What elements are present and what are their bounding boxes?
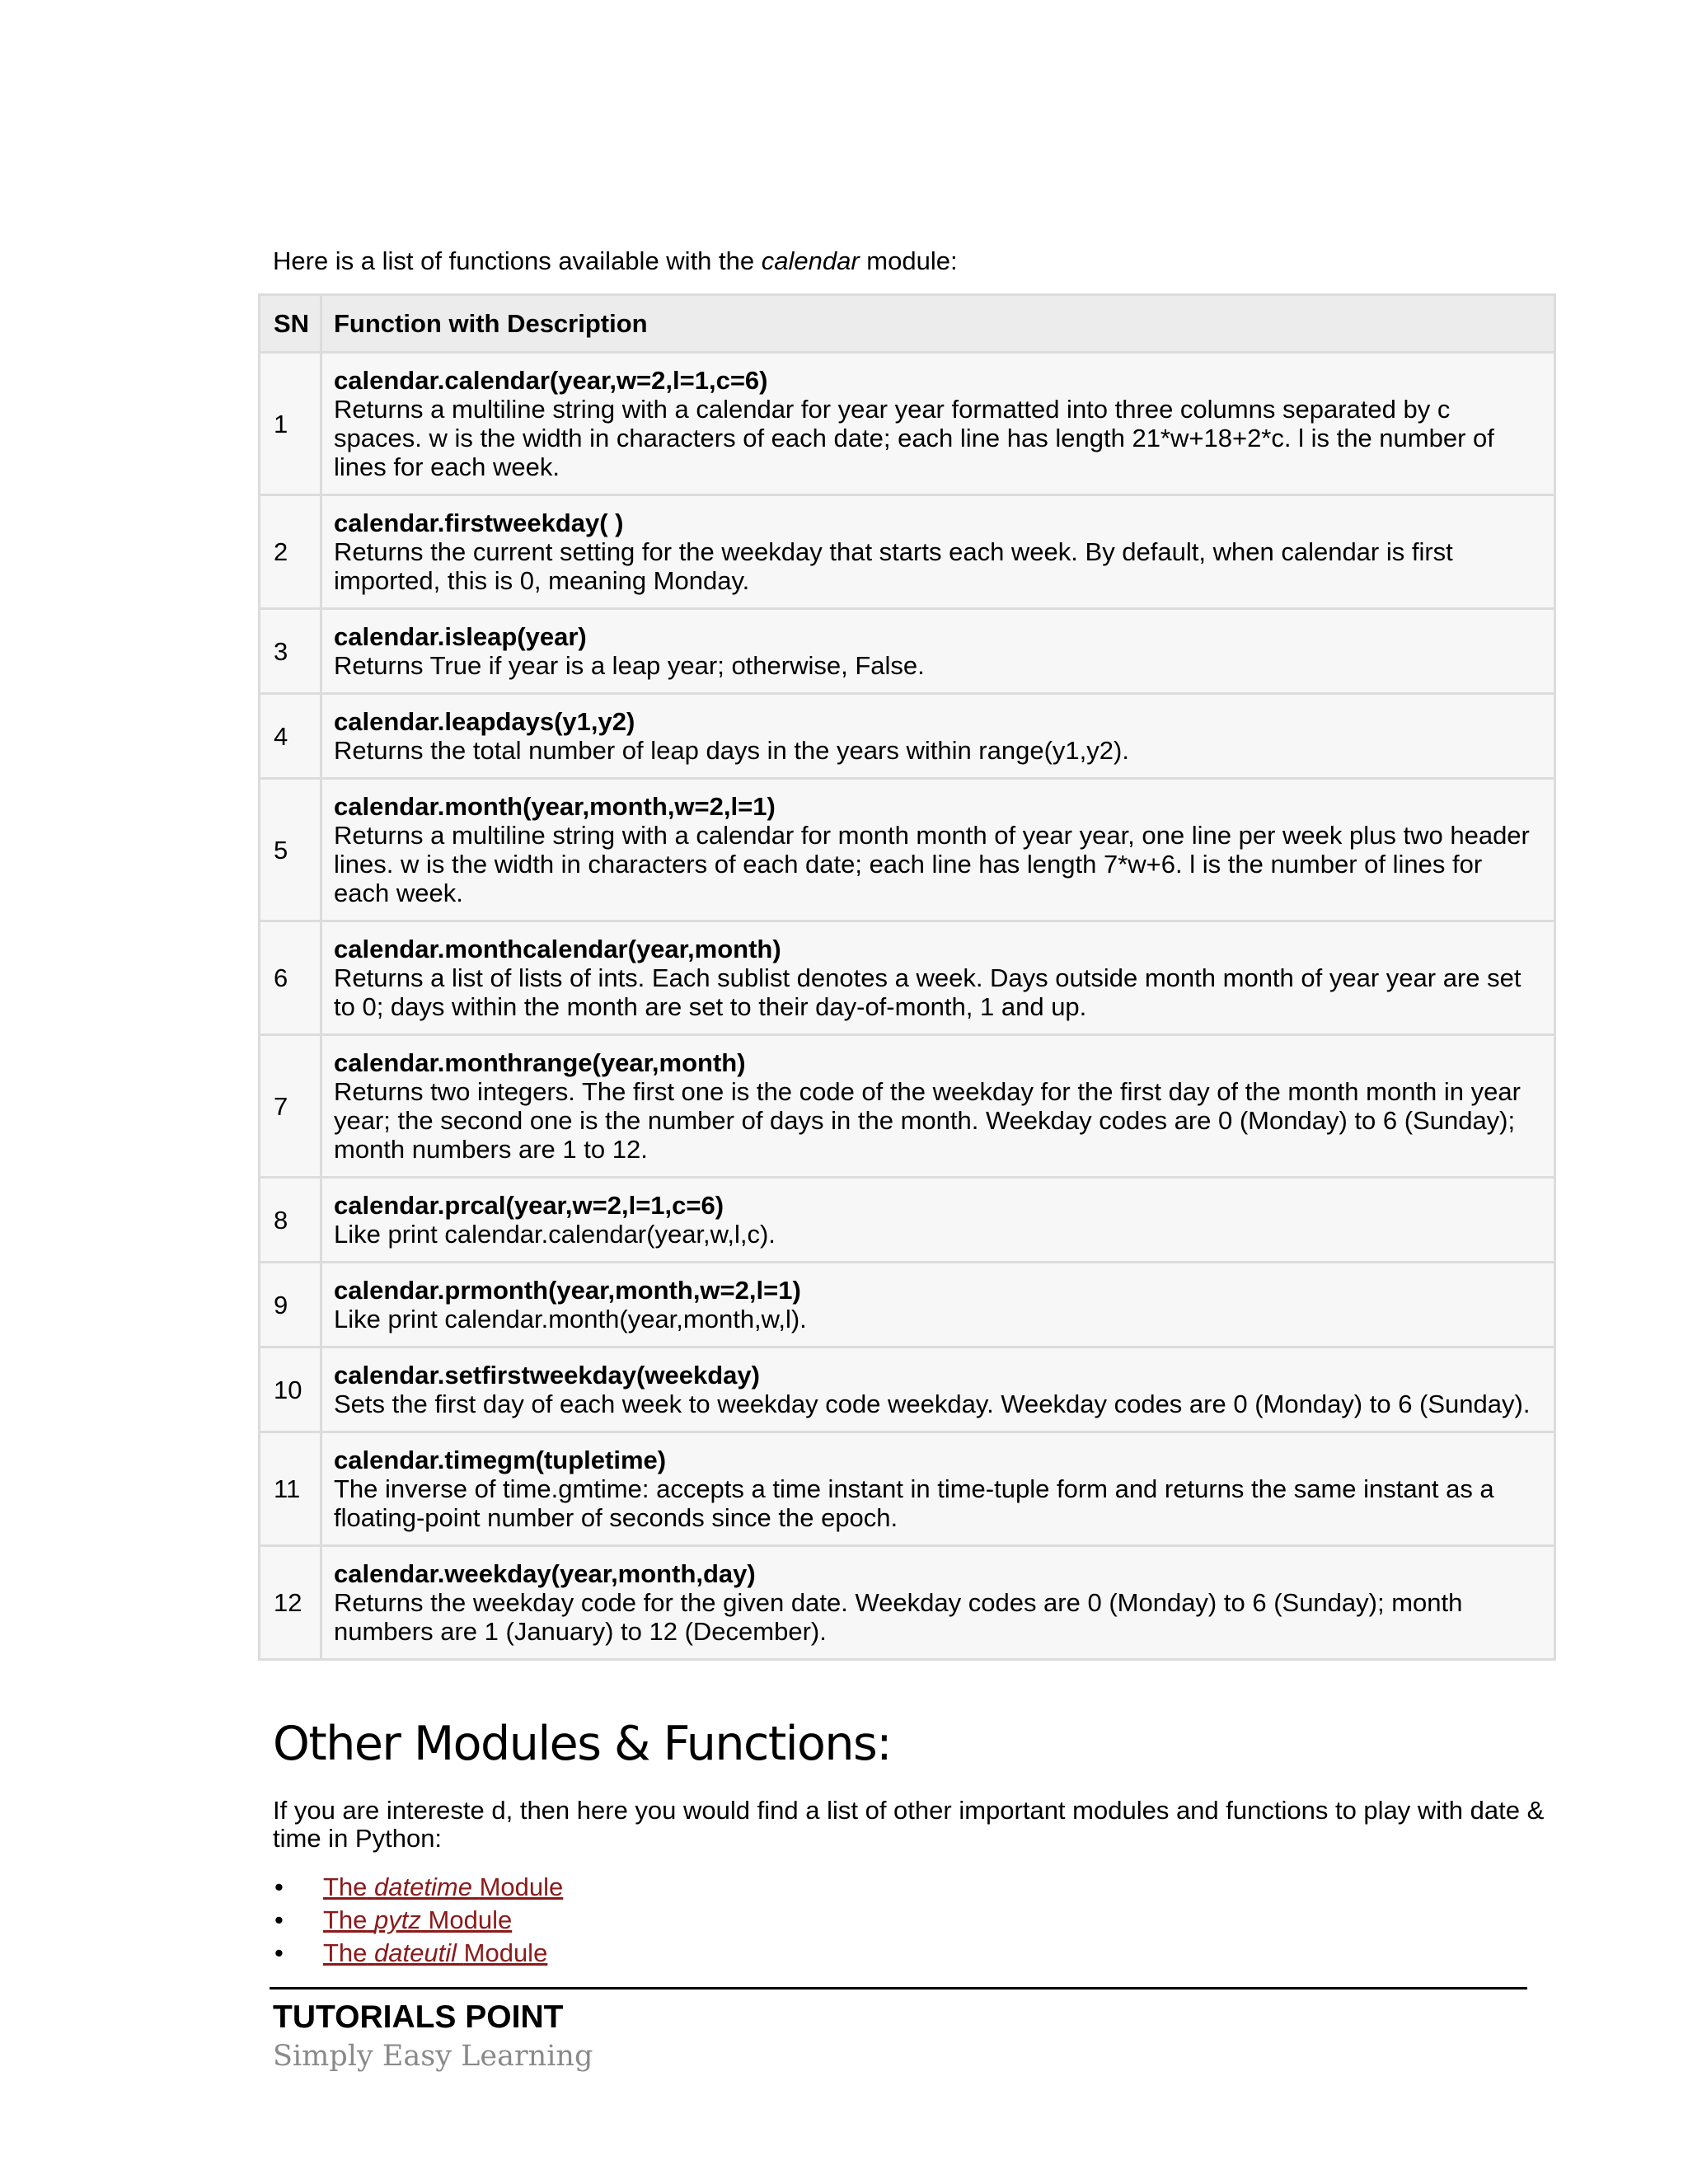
table-row [260, 1432, 1555, 1546]
bullet-icon: • [274, 1938, 284, 1967]
row-function-cell [321, 779, 1555, 921]
intro-text-start: Here is a list of functions available with the [273, 246, 762, 275]
row-sn: 7 [260, 1035, 321, 1178]
module-links-list [273, 1871, 563, 1970]
link-suffix: Module [463, 1938, 548, 1967]
function-description: Returns a multiline string with a calendar for year year formatted into three columns separated by c spaces. w is the width in characters of each date; each line has length 21*w+18+2*c. l is the number of lines for each week. [334, 395, 1494, 481]
header-sn: SN [260, 295, 321, 353]
function-name: calendar.setfirstweekday(weekday) [334, 1361, 760, 1390]
table-row [260, 1178, 1555, 1263]
row-function-cell [321, 921, 1555, 1035]
function-name: calendar.monthcalendar(year,month) [334, 935, 781, 963]
section-paragraph: If you are intereste d, then here you would find a list of other important modules and functions to play with date & time in Python: [273, 1796, 1545, 1853]
bullet-icon: • [274, 1905, 284, 1934]
section-heading: Other Modules & Functions: [273, 1717, 891, 1771]
row-function-cell [321, 1347, 1555, 1432]
intro-text [273, 245, 958, 278]
row-function-cell [321, 1546, 1555, 1660]
function-name: calendar.prmonth(year,month,w=2,l=1) [334, 1276, 801, 1305]
footer-brand: TUTORIALS POINT [273, 1999, 564, 2035]
link-prefix: The [323, 1905, 368, 1934]
function-name: calendar.leapdays(y1,y2) [334, 707, 635, 736]
function-description: Returns the weekday code for the given date. Weekday codes are 0 (Monday) to 6 (Sunday); month numbers are 1 (January) to 12 (December). [334, 1588, 1463, 1646]
function-name: calendar.weekday(year,month,day) [334, 1559, 756, 1588]
link-prefix: The [323, 1872, 368, 1901]
footer-tagline: Simply Easy Learning [273, 2040, 593, 2073]
row-sn: 9 [260, 1263, 321, 1347]
row-sn: 6 [260, 921, 321, 1035]
footer-divider [270, 1987, 1527, 1990]
link-dateutil-module[interactable] [323, 1938, 547, 1967]
row-function-cell [321, 1178, 1555, 1263]
function-description: Like print calendar.calendar(year,w,l,c). [334, 1220, 776, 1249]
intro-text-end: module: [859, 246, 958, 275]
function-description: Sets the first day of each week to weekday code weekday. Weekday codes are 0 (Monday) to 6 (Sunday). [334, 1390, 1531, 1418]
header-function: Function with Description [321, 295, 1555, 353]
functions-table [258, 293, 1556, 1661]
row-sn: 12 [260, 1546, 321, 1660]
function-name: calendar.firstweekday( ) [334, 509, 624, 537]
intro-module-name: calendar [761, 246, 860, 275]
link-suffix: Module [428, 1905, 513, 1934]
link-module-name: pytz [374, 1905, 421, 1934]
function-description: Returns a multiline string with a calendar for month month of year year, one line per week plus two header lines. w is the width in characters of each date; each line has length 7*w+6. l is the number of lines for each week. [334, 821, 1530, 907]
row-function-cell [321, 1035, 1555, 1178]
function-description: Returns the current setting for the weekday that starts each week. By default, when calendar is first imported, this is 0, meaning Monday. [334, 537, 1453, 595]
table-row [260, 1546, 1555, 1660]
bullet-icon: • [274, 1872, 284, 1901]
row-sn: 11 [260, 1432, 321, 1546]
table-row [260, 353, 1555, 495]
function-name: calendar.monthrange(year,month) [334, 1048, 746, 1077]
row-function-cell [321, 353, 1555, 495]
row-function-cell [321, 694, 1555, 779]
table-row [260, 1347, 1555, 1432]
row-function-cell [321, 495, 1555, 609]
link-module-name: datetime [374, 1872, 472, 1901]
table-row [260, 609, 1555, 694]
row-sn: 1 [260, 353, 321, 495]
row-function-cell [321, 609, 1555, 694]
link-prefix: The [323, 1938, 368, 1967]
list-item [273, 1904, 563, 1937]
function-description: Like print calendar.month(year,month,w,l). [334, 1305, 807, 1333]
row-sn: 2 [260, 495, 321, 609]
function-description: The inverse of time.gmtime: accepts a time instant in time-tuple form and returns the same instant as a floating-point number of seconds since the epoch. [334, 1474, 1494, 1532]
link-module-name: dateutil [374, 1938, 457, 1967]
table-row [260, 1263, 1555, 1347]
function-name: calendar.isleap(year) [334, 622, 587, 651]
function-description: Returns True if year is a leap year; otherwise, False. [334, 651, 925, 680]
row-sn: 5 [260, 779, 321, 921]
row-sn: 10 [260, 1347, 321, 1432]
list-item [273, 1871, 563, 1904]
row-sn: 3 [260, 609, 321, 694]
function-name: calendar.calendar(year,w=2,l=1,c=6) [334, 366, 768, 395]
row-function-cell [321, 1263, 1555, 1347]
table-row [260, 921, 1555, 1035]
table-row [260, 694, 1555, 779]
row-sn: 4 [260, 694, 321, 779]
function-description: Returns a list of lists of ints. Each sublist denotes a week. Days outside month month of year year are set to 0; days within the month are set to their day-of-month, 1 and up. [334, 963, 1522, 1021]
table-row [260, 495, 1555, 609]
table-header-row [260, 295, 1555, 353]
list-item [273, 1937, 563, 1970]
table-row [260, 1035, 1555, 1178]
table-row [260, 779, 1555, 921]
function-description: Returns two integers. The first one is the code of the weekday for the first day of the month month in year year; the second one is the number of days in the month. Weekday codes are 0 (Monday) to 6 (Sunday); month numbers are 1 to 12. [334, 1077, 1521, 1164]
row-sn: 8 [260, 1178, 321, 1263]
link-suffix: Module [479, 1872, 564, 1901]
link-datetime-module[interactable] [323, 1872, 563, 1901]
function-description: Returns the total number of leap days in the years within range(y1,y2). [334, 736, 1129, 765]
function-name: calendar.timegm(tupletime) [334, 1446, 667, 1474]
function-name: calendar.month(year,month,w=2,l=1) [334, 792, 776, 821]
link-pytz-module[interactable] [323, 1905, 512, 1934]
function-name: calendar.prcal(year,w=2,l=1,c=6) [334, 1191, 724, 1220]
row-function-cell [321, 1432, 1555, 1546]
